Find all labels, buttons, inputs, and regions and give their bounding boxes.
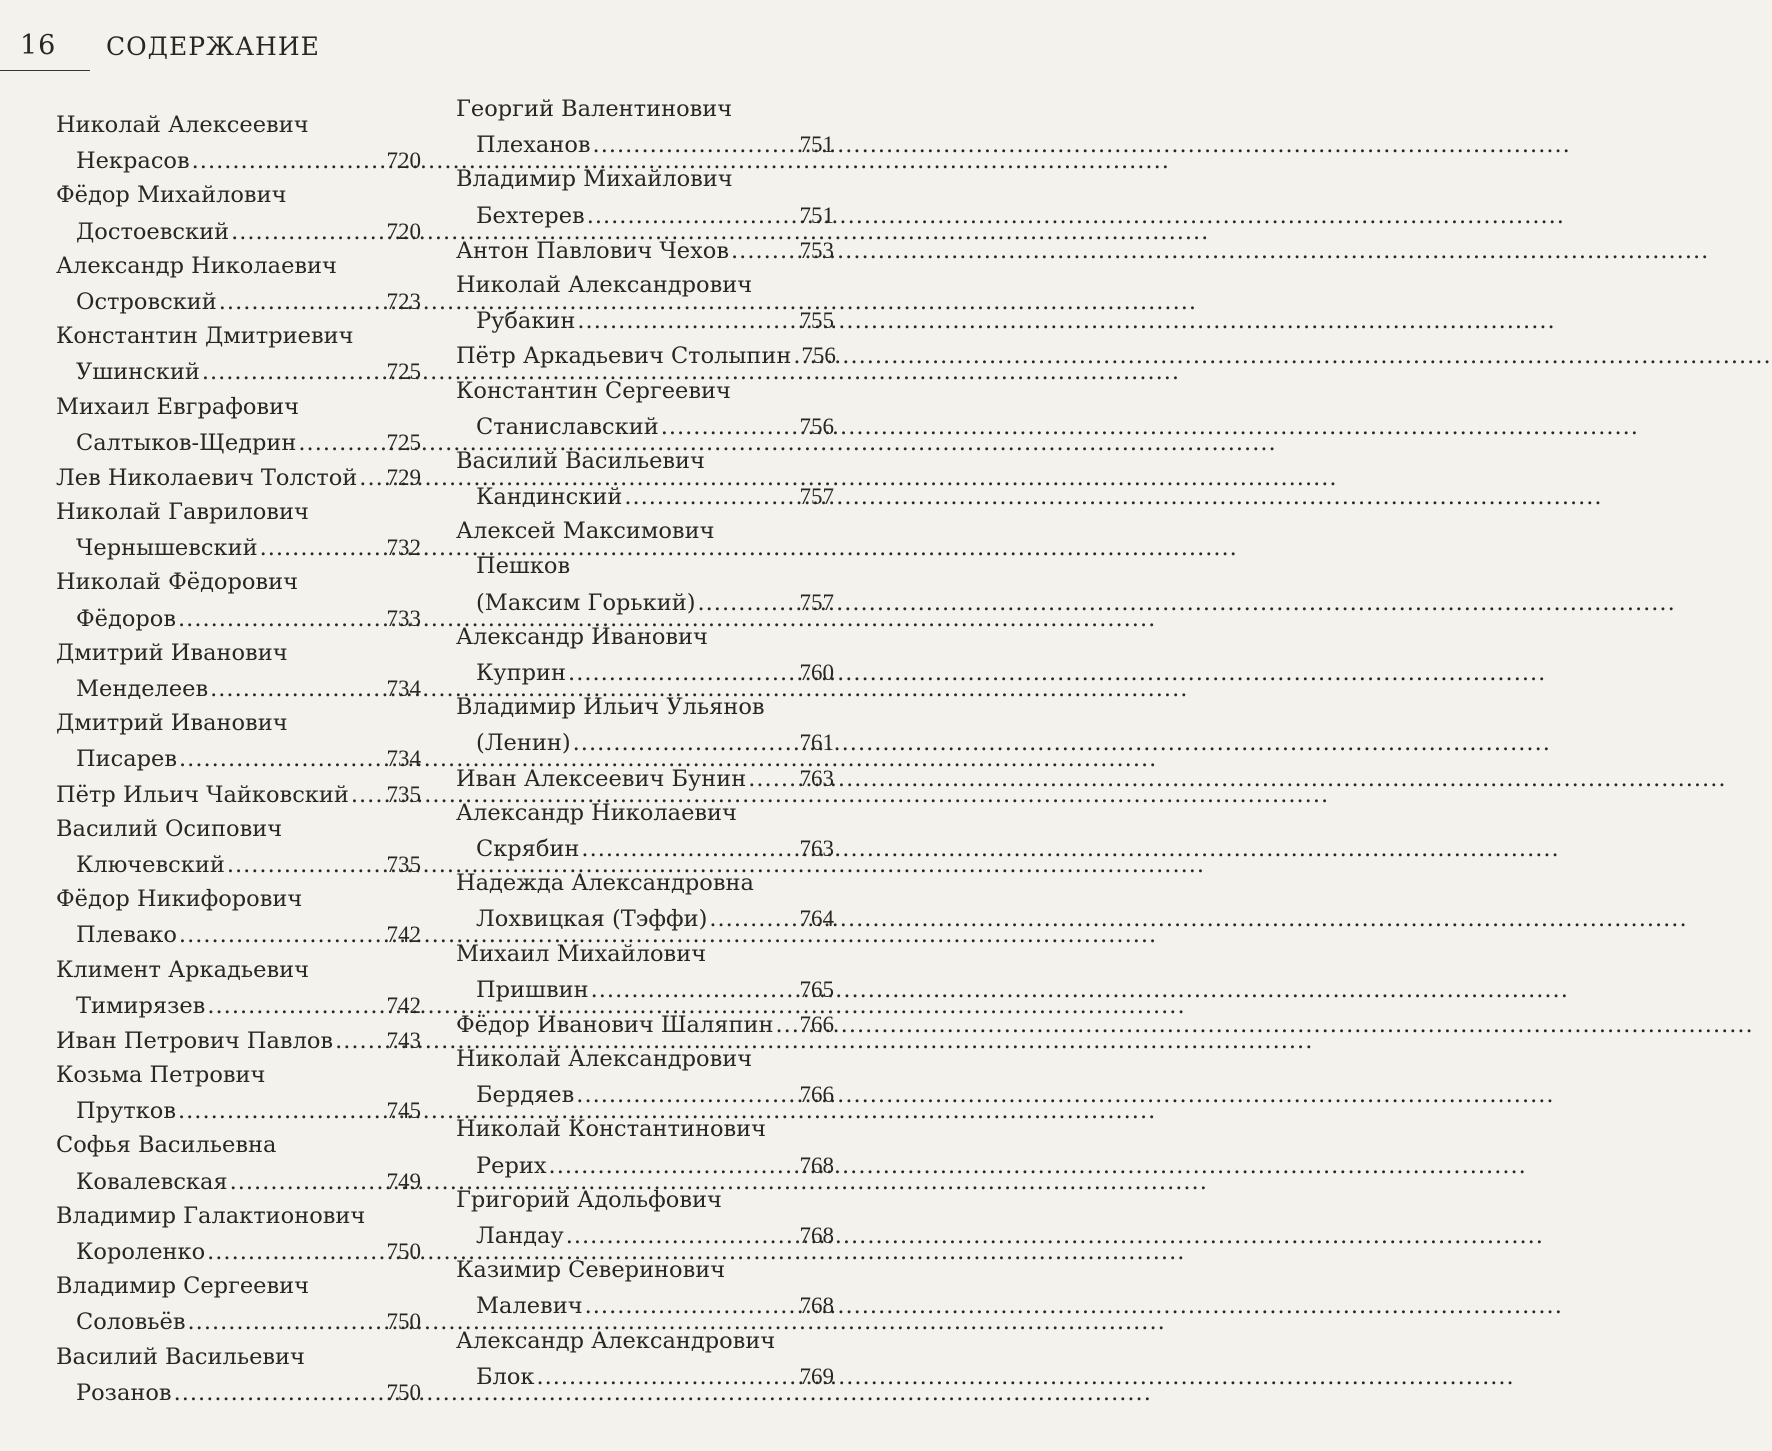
toc-entry <box>56 495 421 565</box>
toc-entry-name: Менделеев <box>76 676 209 702</box>
toc-entry-line <box>56 636 421 671</box>
toc-page-number: 749 <box>386 1168 421 1194</box>
toc-entry-line <box>456 937 834 972</box>
toc-entry <box>56 319 421 389</box>
toc-entry <box>56 812 421 882</box>
toc-entry-name: Куприн <box>476 660 567 686</box>
toc-entry-name: Надежда Александровна <box>456 870 754 897</box>
page-header <box>0 20 899 80</box>
toc-entry <box>456 1112 834 1182</box>
toc-entry-name: Пётр Аркадьевич Столыпин <box>456 343 792 370</box>
toc-page-number: 745 <box>386 1098 421 1124</box>
toc-entry-name: Соловьёв <box>76 1309 186 1336</box>
toc-page-number: 756 <box>801 343 836 369</box>
toc-entry <box>456 162 834 232</box>
toc-page-number: 720 <box>386 148 421 174</box>
dot-leader <box>359 461 384 496</box>
toc-entry-line <box>456 92 834 127</box>
toc-entry <box>456 374 834 444</box>
toc-page-number: 760 <box>799 660 834 685</box>
toc-page-number: 742 <box>386 922 421 948</box>
toc-entry-line <box>456 268 834 303</box>
toc-entry-line <box>456 1288 834 1323</box>
toc-entry-name: Софья Васильевна <box>56 1132 277 1159</box>
toc-entry-name: Некрасов <box>76 148 190 175</box>
toc-entry <box>456 338 834 373</box>
toc-entry-line <box>56 741 421 776</box>
toc-entry <box>456 268 834 338</box>
toc-entry <box>56 249 421 319</box>
toc-entry-line <box>456 1077 834 1112</box>
toc-entry-line <box>56 530 421 565</box>
toc-entry-line <box>456 127 834 162</box>
toc-entry <box>56 1340 421 1410</box>
toc-entry-line <box>56 1128 421 1163</box>
toc-entry-line <box>456 725 834 760</box>
toc-entry <box>456 92 834 162</box>
toc-page-number: 729 <box>386 464 421 490</box>
toc-entry-name: Короленко <box>76 1239 206 1265</box>
toc-entry-name: Василий Васильевич <box>456 447 705 474</box>
toc-left-column <box>56 108 421 1410</box>
toc-entry-name: Бердяев <box>476 1082 575 1109</box>
toc-page-number: 725 <box>386 359 421 385</box>
toc-entry-line <box>56 495 421 530</box>
toc-entry-line <box>456 620 834 655</box>
toc-entry-name: (Ленин) <box>476 730 571 757</box>
toc-entry-line <box>456 409 834 444</box>
toc-page-number: 733 <box>386 605 421 631</box>
toc-entry <box>456 1324 834 1394</box>
toc-entry <box>456 233 834 268</box>
toc-entry-name: Владимир Михайлович <box>456 166 733 193</box>
dot-leader <box>202 355 385 390</box>
toc-entry-line <box>56 460 421 495</box>
toc-entry-name: Скрябин <box>476 835 580 862</box>
toc-entry-line <box>56 390 421 425</box>
toc-entry-name: Михаил Михайлович <box>456 940 707 967</box>
toc-entry-name: Николай Константинович <box>456 1116 767 1143</box>
toc-entry-line <box>56 565 421 600</box>
dot-leader <box>593 128 798 163</box>
toc-entry-line <box>56 953 421 988</box>
toc-entry-name: Владимир Ильич Ульянов <box>456 694 765 721</box>
toc-entry <box>456 1007 834 1042</box>
toc-entry-name: Владимир Галактионович <box>56 1202 366 1229</box>
toc-entry-line <box>56 1164 421 1199</box>
toc-entry-line <box>56 1340 421 1375</box>
toc-entry <box>456 1042 834 1112</box>
toc-entry-line <box>456 901 834 936</box>
toc-entry <box>56 706 421 776</box>
toc-entry-line <box>456 796 834 831</box>
dot-leader <box>178 1094 385 1129</box>
toc-entry <box>456 690 834 760</box>
toc-entry-name: Островский <box>76 288 217 315</box>
toc-entry-name: Плеханов <box>476 132 591 159</box>
dot-leader <box>219 285 385 320</box>
dot-leader <box>179 918 385 953</box>
dot-leader <box>793 339 799 374</box>
toc-entry-line <box>56 882 421 917</box>
toc-page-number: 753 <box>799 237 834 263</box>
toc-page-number: 766 <box>799 1011 834 1037</box>
toc-entry-name: Михаил Евграфович <box>56 393 299 420</box>
dot-leader <box>536 1360 797 1395</box>
toc-page-number: 756 <box>799 413 834 439</box>
toc-entry-name: Лев Николаевич Толстой <box>56 464 358 491</box>
toc-entry <box>56 882 421 952</box>
toc-entry-line <box>56 214 421 249</box>
section-title: СОДЕРЖАНИЕ <box>106 32 320 61</box>
toc-entry-name: Розанов <box>76 1379 172 1406</box>
toc-entry-name: Григорий Адольфович <box>456 1186 722 1213</box>
toc-entry <box>56 108 421 178</box>
toc-page-number: 761 <box>799 730 834 756</box>
toc-page-number: 765 <box>799 976 834 1002</box>
toc-entry-name: Василий Осипович <box>56 815 283 842</box>
toc-entry-line <box>456 866 834 901</box>
toc-entry-line <box>56 1269 421 1304</box>
toc-entry-name: Достоевский <box>76 218 230 245</box>
toc-entry-name: (Максим Горький) <box>476 589 696 616</box>
toc-entry-name: Константин Сергеевич <box>456 377 731 404</box>
dot-leader <box>179 742 384 777</box>
toc-entry-line <box>456 233 834 268</box>
toc-entry-line <box>56 1058 421 1093</box>
toc-entry <box>56 777 421 812</box>
toc-entry-line <box>56 706 421 741</box>
dot-leader <box>192 144 385 179</box>
toc-entry-line <box>456 1324 834 1359</box>
dot-leader <box>577 304 797 339</box>
dot-leader <box>231 215 384 250</box>
toc-entry-line <box>456 1359 834 1394</box>
toc-entry-name: Тимирязев <box>76 992 206 1019</box>
toc-entry-line <box>56 143 421 178</box>
toc-entry-line <box>56 354 421 389</box>
toc-entry <box>56 390 421 460</box>
toc-page-number: 768 <box>799 1223 834 1248</box>
toc-entry <box>56 1269 421 1339</box>
toc-right-column <box>456 92 834 1394</box>
toc-entry <box>56 636 421 706</box>
toc-page-number: 734 <box>386 676 421 701</box>
toc-entry-line <box>56 777 421 812</box>
page-number: 16 <box>20 30 57 61</box>
toc-entry-line <box>456 303 834 338</box>
dot-leader <box>549 1149 798 1184</box>
toc-entry <box>56 1058 421 1128</box>
toc-entry-line <box>456 972 834 1007</box>
dot-leader <box>709 902 797 937</box>
dot-leader <box>351 778 385 813</box>
toc-entry-line <box>56 601 421 636</box>
toc-entry-line <box>456 162 834 197</box>
toc-entry-line <box>56 671 421 706</box>
toc-entry-name: Фёдор Иванович Шаляпин <box>456 1011 774 1038</box>
toc-page-number: 750 <box>386 1239 421 1264</box>
toc-entry <box>456 796 834 866</box>
toc-page-number: 763 <box>799 765 834 791</box>
toc-page-number: 751 <box>799 132 834 158</box>
dot-leader <box>230 1165 385 1200</box>
toc-entry-line <box>456 374 834 409</box>
dot-leader <box>227 848 385 883</box>
toc-page-number: 720 <box>386 218 421 244</box>
dot-leader <box>260 531 385 566</box>
toc-page-number: 734 <box>386 746 421 772</box>
toc-entry-line <box>56 108 421 143</box>
toc-entry-line <box>456 761 834 796</box>
toc-entry <box>56 953 421 1023</box>
toc-page-number: 742 <box>386 992 421 1018</box>
toc-page-number: 769 <box>799 1363 834 1389</box>
toc-entry <box>56 178 421 248</box>
toc-entry-line <box>456 1007 834 1042</box>
dot-leader <box>568 656 797 691</box>
toc-entry-line <box>56 1234 421 1269</box>
dot-leader <box>697 586 797 621</box>
dot-leader <box>731 234 797 269</box>
dot-leader <box>748 762 797 797</box>
toc-entry-line <box>456 479 834 514</box>
toc-page-number: 732 <box>386 535 421 561</box>
dot-leader <box>188 1305 385 1340</box>
toc-entry-name: Ключевский <box>76 851 225 878</box>
toc-page-number: 757 <box>799 484 834 510</box>
toc-entry-name: Казимир Северинович <box>456 1257 726 1284</box>
toc-entry-name: Александр Александрович <box>456 1327 776 1354</box>
dot-leader <box>587 199 798 234</box>
toc-entry <box>456 866 834 936</box>
toc-entry-name: Козьма Петрович <box>56 1062 266 1089</box>
toc-entry-line <box>456 690 834 725</box>
toc-entry-name: Дмитрий Иванович <box>56 710 288 737</box>
dot-leader <box>576 1078 797 1113</box>
toc-entry-line <box>56 249 421 284</box>
toc-entry-line <box>456 1183 834 1218</box>
toc-entry-line <box>456 1112 834 1147</box>
toc-entry-line <box>56 1375 421 1410</box>
toc-page-number: 751 <box>799 202 834 228</box>
toc-page-number: 725 <box>386 429 421 455</box>
toc-entry-line <box>456 444 834 479</box>
toc-entry-name: Малевич <box>476 1293 583 1320</box>
toc-entry-line <box>456 585 834 620</box>
toc-entry-name: Чернышевский <box>76 535 258 562</box>
toc-entry-name: Пешков <box>476 553 571 580</box>
toc-entry-name: Писарев <box>76 746 178 773</box>
dot-leader <box>591 973 798 1008</box>
toc-entry <box>456 444 834 514</box>
dot-leader <box>335 1024 384 1059</box>
toc-entry-name: Николай Фёдорович <box>56 569 298 596</box>
toc-entry-line <box>456 1042 834 1077</box>
toc-entry-name: Иван Петрович Павлов <box>56 1027 334 1054</box>
toc-entry-line <box>56 284 421 319</box>
toc-entry-name: Прутков <box>76 1098 176 1125</box>
toc-entry-line <box>56 1023 421 1058</box>
toc-entry-name: Климент Аркадьевич <box>56 956 309 983</box>
toc-entry-name: Ковалевская <box>76 1168 228 1195</box>
toc-entry-line <box>56 1304 421 1339</box>
toc-entry-line <box>56 319 421 354</box>
toc-entry <box>56 1128 421 1198</box>
toc-entry <box>56 1023 421 1058</box>
toc-entry-name: Владимир Сергеевич <box>56 1273 310 1300</box>
toc-entry <box>56 460 421 495</box>
toc-entry-name: Рерих <box>476 1152 547 1179</box>
toc-page-number: 768 <box>799 1293 834 1319</box>
toc-entry-name: Ушинский <box>76 359 200 386</box>
dot-leader <box>573 726 798 761</box>
toc-entry-line <box>456 831 834 866</box>
toc-entry-name: Ландау <box>476 1223 564 1249</box>
toc-page-number: 763 <box>799 835 834 861</box>
toc-entry-name: Николай Алексеевич <box>56 112 309 138</box>
toc-entry <box>56 1199 421 1269</box>
toc-page-number: 735 <box>386 781 421 807</box>
toc-page-number: 766 <box>799 1082 834 1108</box>
toc-entry-name: Плевако <box>76 922 177 949</box>
toc-entry-line <box>56 847 421 882</box>
toc-entry-name: Бехтерев <box>476 202 585 229</box>
dot-leader <box>207 1235 384 1270</box>
toc-page-number: 743 <box>386 1027 421 1053</box>
toc-entry-name: Василий Васильевич <box>56 1343 305 1370</box>
dot-leader <box>566 1219 798 1254</box>
toc-entry-name: Алексей Максимович <box>456 518 715 545</box>
toc-entry-line <box>456 198 834 233</box>
toc-entry-name: Салтыков-Щедрин <box>76 429 297 456</box>
toc-entry-name: Георгий Валентинович <box>456 96 733 122</box>
toc-entry-name: Рубакин <box>476 308 576 335</box>
dot-leader <box>210 672 384 707</box>
toc-page-number: 750 <box>386 1309 421 1335</box>
toc-entry-name: Николай Гаврилович <box>56 499 309 526</box>
toc-entry-name: Фёдоров <box>76 605 177 632</box>
dot-leader <box>174 1376 385 1411</box>
toc-entry-line <box>456 1253 834 1288</box>
toc-page-number: 768 <box>799 1152 834 1178</box>
toc-entry-line <box>56 178 421 213</box>
toc-entry-name: Блок <box>476 1363 535 1390</box>
toc-entry-name: Александр Иванович <box>456 623 708 650</box>
dot-leader <box>178 602 384 637</box>
toc-page-number: 735 <box>386 851 421 877</box>
toc-entry <box>456 937 834 1007</box>
toc-entry <box>456 1253 834 1323</box>
toc-entry-line <box>456 514 834 549</box>
toc-entry <box>56 565 421 635</box>
dot-leader <box>775 1008 797 1043</box>
toc-entry-line <box>56 425 421 460</box>
dot-leader <box>298 426 384 461</box>
toc-entry-name: Кандинский <box>476 484 623 511</box>
toc-page-number: 755 <box>799 308 834 334</box>
toc-page-number: 750 <box>386 1379 421 1405</box>
toc-entry-name: Николай Александрович <box>456 271 753 298</box>
toc-entry-name: Иван Алексеевич Бунин <box>456 765 747 792</box>
toc-entry-line <box>56 1093 421 1128</box>
header-rule <box>0 70 90 71</box>
toc-entry-line <box>456 549 834 584</box>
toc-entry-name: Антон Павлович Чехов <box>456 237 730 264</box>
toc-entry <box>456 761 834 796</box>
toc-entry-line <box>456 338 834 373</box>
toc-page-number: 723 <box>386 288 421 314</box>
toc-entry-line <box>56 812 421 847</box>
toc-entry-name: Дмитрий Иванович <box>56 639 288 666</box>
toc-entry-name: Пришвин <box>476 976 589 1003</box>
dot-leader <box>207 989 384 1024</box>
toc-entry-name: Лохвицкая (Тэффи) <box>476 906 708 933</box>
toc-entry <box>456 1183 834 1253</box>
toc-entry-name: Константин Дмитриевич <box>56 323 354 350</box>
dot-leader <box>624 480 797 515</box>
dot-leader <box>661 410 798 445</box>
toc-entry-name: Пётр Ильич Чайковский <box>56 781 349 808</box>
dot-leader <box>581 832 797 867</box>
toc-entry-line <box>456 1148 834 1183</box>
toc-entry-name: Николай Александрович <box>456 1046 753 1073</box>
toc-page-number: 764 <box>799 906 834 932</box>
toc-page-number: 757 <box>799 589 834 615</box>
toc-entry <box>456 514 834 620</box>
toc-entry-name: Фёдор Михайлович <box>56 182 287 209</box>
toc-entry-line <box>56 1199 421 1234</box>
toc-entry <box>456 620 834 690</box>
toc-entry-line <box>56 917 421 952</box>
toc-entry-line <box>56 988 421 1023</box>
toc-entry-name: Станиславский <box>476 413 659 440</box>
toc-entry-name: Александр Николаевич <box>56 252 337 279</box>
toc-entry-name: Фёдор Никифорович <box>56 886 303 913</box>
toc-entry-line <box>456 655 834 690</box>
toc-entry-name: Александр Николаевич <box>456 799 737 826</box>
dot-leader <box>585 1289 798 1324</box>
toc-entry-line <box>456 1218 834 1253</box>
